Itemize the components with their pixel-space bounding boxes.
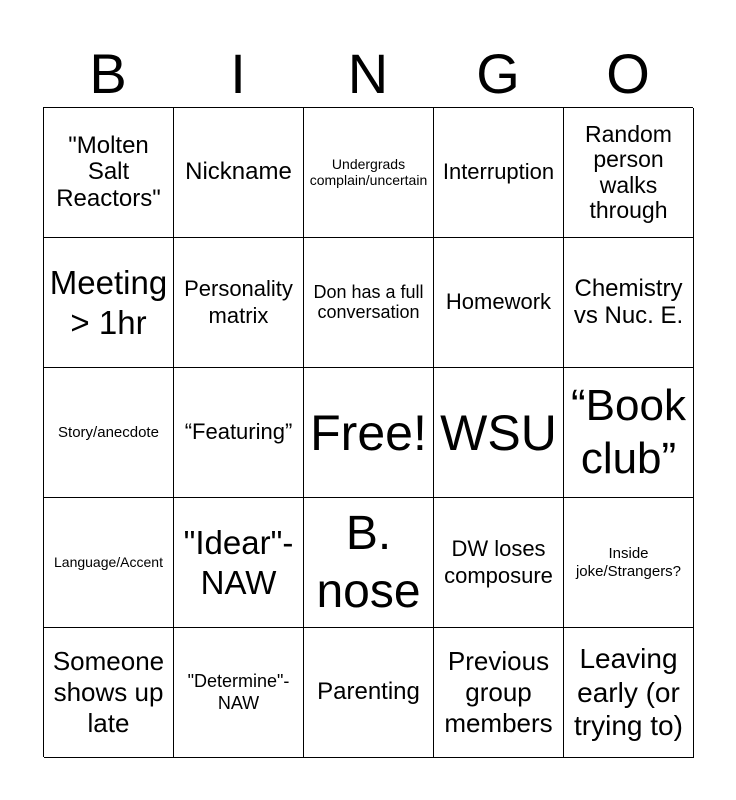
bingo-cell[interactable] [174, 628, 304, 758]
header-letter-i: I [230, 42, 246, 105]
header-letter-g: G [476, 42, 520, 105]
bingo-cell[interactable] [44, 498, 174, 628]
cell-text: Previous group members [444, 645, 553, 739]
cell-text: Someone shows up late [52, 645, 165, 739]
cell-text: “Book club” [571, 380, 686, 483]
bingo-cell[interactable] [564, 498, 694, 628]
cell-text: B. nose [316, 506, 421, 618]
bingo-cell[interactable] [174, 368, 304, 498]
bingo-cell[interactable] [434, 368, 564, 498]
bingo-cell[interactable] [304, 498, 434, 628]
bingo-cell[interactable] [564, 368, 694, 498]
bingo-cell[interactable] [174, 238, 304, 368]
bingo-cell[interactable] [564, 628, 694, 758]
cell-text: "Idear"-NAW [183, 523, 294, 601]
cell-text: DW loses composure [444, 536, 553, 588]
bingo-header [43, 40, 693, 108]
bingo-cell[interactable] [434, 238, 564, 368]
cell-text: Leaving early (or trying to) [574, 643, 683, 742]
header-letter-o: O [606, 42, 650, 105]
cell-text: Language/Accent [54, 554, 163, 571]
bingo-cell[interactable] [304, 628, 434, 758]
cell-text: WSU [440, 404, 557, 461]
bingo-cell[interactable] [564, 238, 694, 368]
bingo-cell[interactable] [304, 368, 434, 498]
cell-text: Interruption [442, 159, 555, 185]
cell-text: “Featuring” [184, 419, 293, 445]
bingo-cell[interactable] [44, 238, 174, 368]
cell-text: "Molten Salt Reactors" [56, 131, 161, 212]
bingo-board [43, 107, 693, 757]
cell-text: Undergrads complain/uncertain [309, 156, 428, 188]
cell-text: Story/anecdote [58, 423, 159, 441]
bingo-cell[interactable] [304, 238, 434, 368]
bingo-cell[interactable] [434, 498, 564, 628]
cell-text: Nickname [185, 158, 292, 186]
bingo-cell[interactable] [434, 108, 564, 238]
bingo-cell[interactable] [174, 108, 304, 238]
cell-text: Meeting > 1hr [49, 263, 168, 341]
bingo-cell[interactable] [44, 628, 174, 758]
header-letter-n: N [347, 42, 389, 105]
cell-text: Don has a full conversation [313, 281, 424, 322]
bingo-cell[interactable] [304, 108, 434, 238]
cell-text: Chemistry vs Nuc. E. [573, 275, 684, 329]
cell-text: Homework [445, 289, 552, 315]
cell-text: Random person walks through [585, 120, 672, 223]
cell-text: Free! [310, 404, 427, 461]
cell-text: Inside joke/Strangers? [575, 544, 682, 580]
bingo-cell[interactable] [44, 108, 174, 238]
cell-text: Parenting [317, 678, 420, 706]
bingo-cell[interactable] [44, 368, 174, 498]
bingo-cell[interactable] [174, 498, 304, 628]
header-letter-b: B [89, 42, 127, 105]
cell-text: Personality matrix [184, 276, 293, 328]
cell-text: "Determine"-NAW [187, 670, 290, 713]
bingo-cell[interactable] [564, 108, 694, 238]
bingo-cell[interactable] [434, 628, 564, 758]
